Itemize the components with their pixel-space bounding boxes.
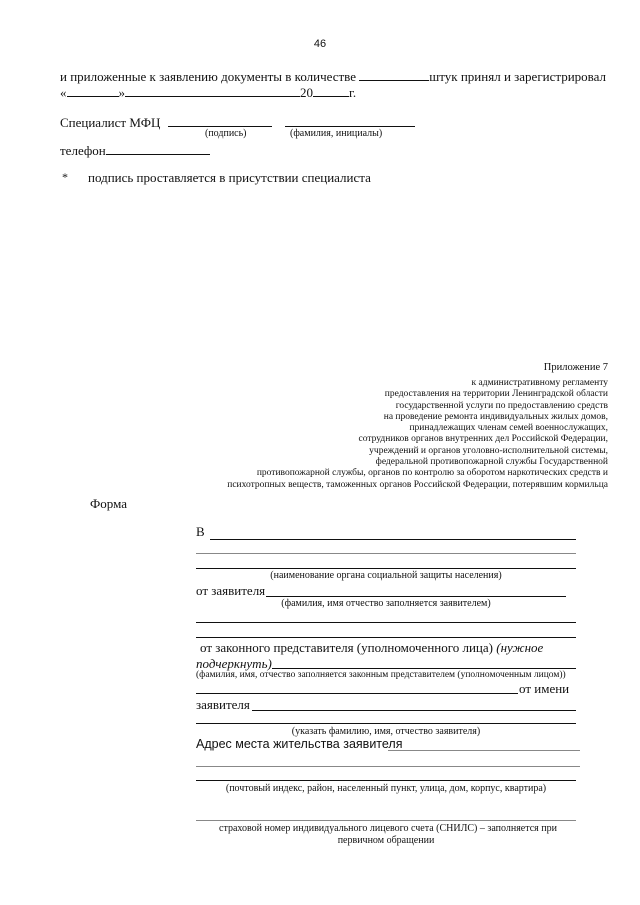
date-suffix: г.: [349, 85, 357, 100]
hint-applicant-name: (фамилия, имя отчество заполняется заявителем): [281, 598, 491, 609]
hint-specify-applicant: (указать фамилию, имя, отчество заявителя): [291, 726, 481, 737]
date-year-prefix: 20: [300, 85, 313, 100]
hint-address: (почтовый индекс, район, населенный пункт, улица, дом, корпус, квартира): [225, 783, 547, 794]
date-quote-close: »: [118, 85, 125, 100]
representative-extra-field[interactable]: [196, 693, 518, 694]
phone-label: телефон: [60, 143, 106, 158]
appendix-title: Приложение 7: [543, 362, 608, 373]
snils-field[interactable]: [196, 820, 576, 821]
social-org-field-3[interactable]: [196, 568, 576, 569]
from-applicant-label: от заявителя: [196, 583, 266, 598]
hint-social-org: (наименование органа социальной защиты населения): [270, 570, 502, 581]
hint-snils-1: страховой номер индивидуального лицевого счета (СНИЛС) – заполняется при: [219, 823, 557, 834]
representative-line: [200, 640, 543, 656]
appendix-line: предоставления на территории Ленинградской области: [384, 389, 608, 400]
hint-signature: (подпись): [205, 128, 247, 139]
social-org-field-2[interactable]: [196, 553, 576, 554]
form-label: Форма: [90, 496, 127, 511]
specialist-label: Специалист МФЦ: [60, 115, 161, 130]
applicant-extra-field-2[interactable]: [196, 637, 576, 638]
on-behalf-applicant-field[interactable]: [252, 710, 576, 711]
appendix-line: противопожарной службы, органов по контролю за оборотом наркотических средств и: [256, 468, 608, 479]
date-year-blank[interactable]: [313, 84, 349, 97]
received-documents-line: [60, 68, 606, 85]
appendix-line: на проведение ремонта индивидуальных жилых домов,: [383, 411, 608, 422]
representative-label: от законного представителя (уполномоченного лица): [200, 640, 493, 655]
applicant-word: заявителя: [196, 697, 250, 712]
appendix-line: государственной услуги по предоставлению средств: [395, 400, 608, 411]
specialist-signature-blank[interactable]: [168, 114, 272, 127]
received-text-pre: и приложенные к заявлению документы в количестве: [60, 69, 357, 84]
appendix-line: учреждений и органов уголовно-исполнительной системы,: [369, 445, 608, 456]
on-behalf-applicant-field-2[interactable]: [196, 723, 576, 724]
on-behalf-label: от имени: [519, 681, 570, 696]
address-field-3[interactable]: [196, 780, 576, 781]
representative-note: (нужное: [496, 640, 544, 655]
address-field-2[interactable]: [196, 766, 580, 767]
appendix-line: психотропных веществ, таможенных органов Российской Федерации, потерявшим кормильца: [227, 479, 608, 490]
footnote-text: подпись проставляется в присутствии специалиста: [88, 170, 371, 185]
phone-blank[interactable]: [106, 142, 210, 155]
hint-snils-2: первичном обращении: [337, 835, 435, 846]
representative-note-cont: подчеркнуть): [196, 656, 272, 671]
specialist-name-blank[interactable]: [285, 114, 415, 127]
hint-representative-name: (фамилия, имя, отчество заполняется законным представителем (уполномоченным лицом)): [196, 670, 566, 680]
applicant-name-field[interactable]: [266, 596, 566, 597]
appendix-description: [227, 378, 608, 491]
date-month-blank[interactable]: [125, 84, 300, 97]
to-label: В: [196, 524, 205, 539]
applicant-extra-field-1[interactable]: [196, 622, 576, 623]
address-field-1[interactable]: [388, 750, 580, 751]
phone-line: [60, 142, 210, 159]
social-org-field-1[interactable]: [210, 539, 576, 540]
address-label: Адрес места жительства заявителя: [196, 737, 403, 751]
hint-name: (фамилия, инициалы): [290, 128, 383, 139]
representative-name-field[interactable]: [272, 668, 576, 669]
appendix-line: сотрудников органов внутренних дел Российской Федерации,: [358, 434, 608, 445]
footnote-mark: *: [62, 170, 68, 184]
appendix-line: принадлежащих членам семей военнослужащих,: [409, 423, 608, 434]
date-quote-open: «: [60, 85, 67, 100]
received-text-post: штук принял и зарегистрировал: [429, 69, 607, 84]
date-day-blank[interactable]: [67, 84, 119, 97]
appendix-line: федеральной противопожарной службы Государственной: [375, 457, 608, 468]
date-line: [60, 84, 356, 101]
page-number: 46: [313, 38, 327, 50]
appendix-line: к административному регламенту: [471, 378, 608, 388]
document-count-blank[interactable]: [359, 68, 429, 81]
